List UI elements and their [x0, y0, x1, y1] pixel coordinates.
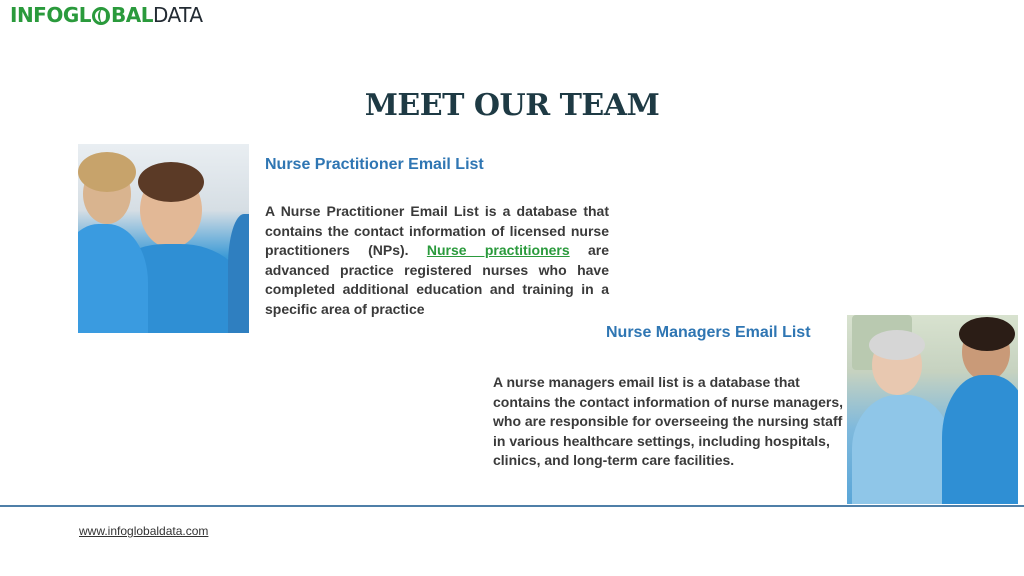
logo-text-infogl: INFOGL: [10, 3, 92, 27]
logo: [10, 3, 203, 27]
nurse-practitioners-link[interactable]: Nurse practitioners: [426, 242, 570, 258]
logo-text-data: DATA: [152, 3, 203, 27]
nurse-managers-photo: [847, 315, 1018, 504]
section-heading-nurse-practitioner: Nurse Practitioner Email List: [265, 156, 484, 173]
section-text-part1: A Nurse Practitioner Email List is a database that contains the contact information of licensed nurse practitioners (NPs).: [265, 203, 609, 258]
section-text-nurse-practitioner: [265, 202, 609, 319]
section-text-nurse-managers: A nurse managers email list is a database that contains the contact information of nurse managers, who are responsible for overseeing the nursing staff in various healthcare settings, including hospitals, clinics, and long-term care facilities.: [493, 374, 844, 468]
page-title: MEET OUR TEAM: [364, 88, 660, 123]
section-heading-nurse-managers: Nurse Managers Email List: [606, 324, 811, 341]
website-link[interactable]: www.infoglobaldata.com: [79, 524, 209, 538]
footer-divider: [0, 505, 1024, 507]
nurse-practitioners-photo: [78, 144, 249, 333]
section-text-part2: are advanced practice registered nurses who have completed additional education and training in a specific area of practice: [265, 242, 609, 317]
globe-icon: [92, 7, 110, 25]
logo-text-bal: BAL: [111, 3, 153, 27]
